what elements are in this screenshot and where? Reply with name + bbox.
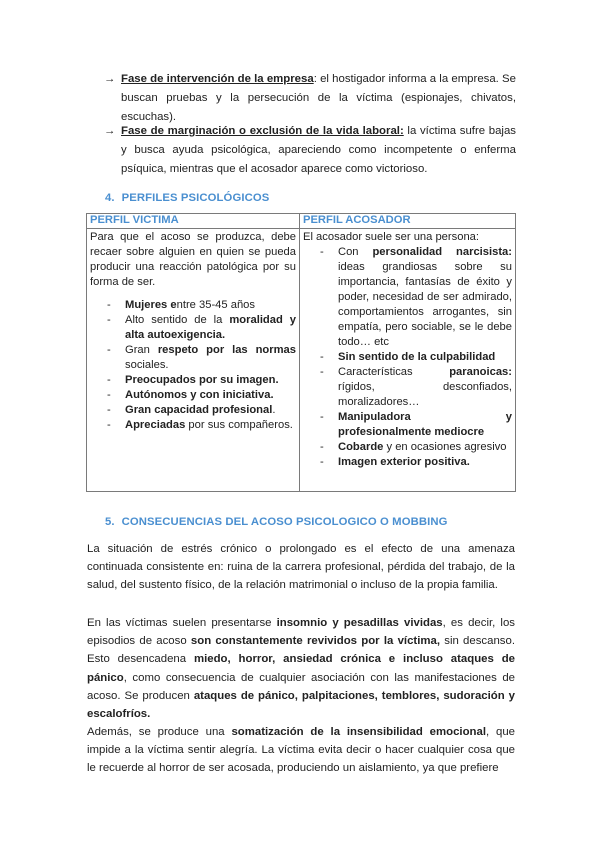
acosador-cell (300, 229, 516, 492)
phase-text: el hostigador informa a la empresa. Se buscan pruebas y la persecución de la víctima (espionajes, chivatos, escuchas). (121, 73, 516, 123)
list-item: - Apreciadas por sus compañeros. (107, 419, 293, 431)
paragraph-estres: La situación de estrés crónico o prolongado es el efecto de una amenaza continuada consistente en: ruina de la carrera profesional, pérdida del trabajo, de la salud, del sustento físico, de la relación matrimonial o incluso de la propia familia. (87, 543, 515, 592)
paragraph-somatizacion: Además, se produce una somatización de la insensibilidad emocional, que impide a la víctima sentir alegría. La víctima evita decir o hacer cualquier cosa que le recuerde al horror de ser acosada, produciendo un aislamiento, ya que prefiere (87, 726, 515, 775)
phase-text: la víctima sufre bajas y busca ayuda psicológica, apareciendo como incompetente o enferma psíquica, mientras que el acosador aparece como victorioso. (121, 125, 516, 175)
section-heading-5: 5. CONSECUENCIAS DEL ACOSO PSICOLOGICO O MOBBING (105, 516, 448, 528)
list-item: - Sin sentido de la culpabilidad (320, 351, 496, 363)
victima-cell (87, 229, 300, 492)
list-item: - Manipuladora y profesionalmente mediocre (320, 411, 512, 438)
list-item: - Gran respeto por las normas sociales. (107, 344, 296, 371)
acosador-list (303, 245, 512, 470)
list-item: - Alto sentido de la moralidad y alta autoexigencia. (107, 314, 297, 341)
list-item: - Mujeres entre 35-45 años (107, 299, 255, 311)
arrow-icon: → (104, 125, 116, 137)
profiles-table (86, 213, 516, 492)
phase-bullet-intervention: → Fase de intervención de la empresa: el hostigador informa a la empresa. Se buscan pruebas y la persecución de la víctima (espionajes, chivatos, escuchas). (104, 70, 516, 127)
section-heading-4: 4. PERFILES PSICOLÓGICOS (105, 192, 270, 204)
list-item: - Con personalidad narcisista: ideas grandiosas sobre su importancia, fantasías de éxito y poder, necesidad de ser admirado, comportamientos arrogantes, sin empatía, pero sociable, se le debe todo… etc (320, 246, 512, 348)
victima-intro: Para que el acoso se produzca, debe recaer sobre alguien en quien se pueda producir una reacción patológica por su forma de ser. (90, 231, 296, 288)
phase-title: Fase de intervención de la empresa (121, 73, 314, 85)
phase-bullet-marginacion (104, 122, 516, 179)
list-item: - Autónomos y con iniciativa. (107, 389, 274, 401)
victima-list (90, 298, 296, 433)
list-item: - Preocupados por su imagen. (107, 374, 279, 386)
paragraph-victimas: En las víctimas suelen presentarse insomnio y pesadillas vividas, es decir, los episodios de acoso son constantemente revividos por la víctima, sin descanso. Esto desencadena miedo, horror, ansiedad crónica e incluso ataques de pánico, como consecuencia de cualquier asociación con las manifestaciones de acoso. Se producen ataques de pánico, palpitaciones, temblores, sudoración y escalofríos. (87, 617, 516, 721)
phase-title: Fase de marginación o exclusión de la vida laboral: (121, 125, 404, 137)
column-header-acosador: PERFIL ACOSADOR (300, 214, 516, 229)
column-header-victima: PERFIL VICTIMA (87, 214, 300, 229)
list-item: - Características paranoicas: rígidos, desconfiados, moralizadores… (320, 366, 512, 408)
arrow-icon: → (104, 73, 116, 85)
list-item: - Cobarde y en ocasiones agresivo (320, 441, 507, 453)
list-item: - Imagen exterior positiva. (320, 456, 470, 468)
list-item: - Gran capacidad profesional. (107, 404, 276, 416)
acosador-intro: El acosador suele ser una persona: (303, 231, 480, 243)
